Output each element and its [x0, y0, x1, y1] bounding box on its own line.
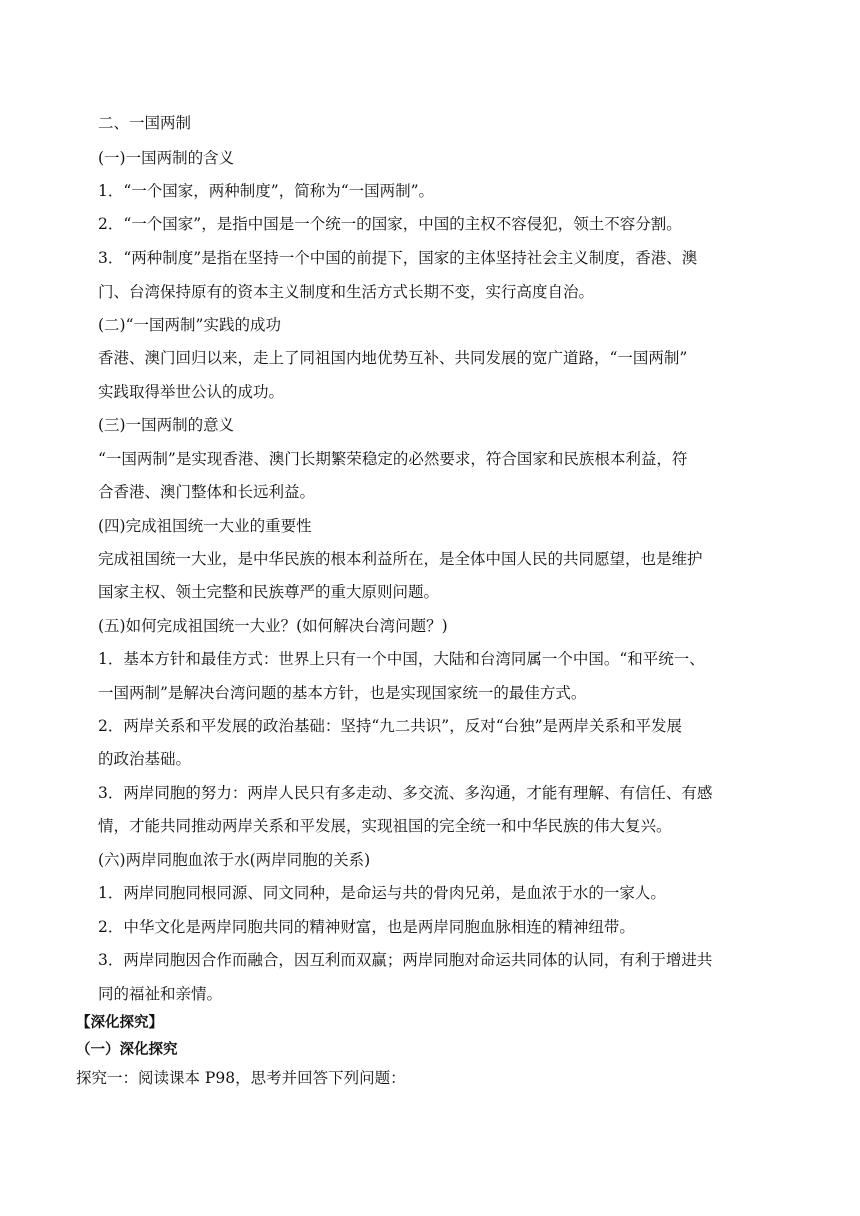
subsection-heading-1: (一)一国两制的含义 — [98, 149, 235, 167]
paragraph-line: 1．两岸同胞同根同源、同文同种，是命运与共的骨肉兄弟，是血浓于水的一家人。 — [98, 884, 666, 902]
paragraph-line: 香港、澳门回归以来，走上了同祖国内地优势互补、共同发展的宽广道路，“一国两制” — [98, 349, 688, 367]
deepen-title: 【深化探究】 — [76, 1014, 163, 1031]
paragraph-line: 3．“两种制度”是指在坚持一个中国的前提下，国家的主体坚持社会主义制度，香港、澳 — [98, 249, 698, 267]
subsection-heading-2: (二)“一国两制”实践的成功 — [98, 316, 281, 334]
paragraph-line: 2．“一个国家”，是指中国是一个统一的国家，中国的主权不容侵犯，领土不容分割。 — [98, 215, 682, 233]
paragraph-line: “一国两制”是实现香港、澳门长期繁荣稳定的必然要求，符合国家和民族根本利益，符 — [98, 450, 688, 468]
paragraph-line: 2．中华文化是两岸同胞共同的精神财富，也是两岸同胞血脉相连的精神纽带。 — [98, 918, 635, 936]
paragraph-line: 门、台湾保持原有的资本主义制度和生活方式长期不变，实行高度自治。 — [98, 283, 595, 301]
paragraph-line: 2．两岸关系和平发展的政治基础：坚持“九二共识”，反对“台独”是两岸关系和平发展 — [98, 717, 683, 735]
paragraph-line: 情，才能共同推动两岸关系和平发展，实现祖国的完全统一和中华民族的伟大复兴。 — [98, 817, 672, 835]
paragraph-line: 实践取得举世公认的成功。 — [98, 383, 285, 401]
paragraph-line: 完成祖国统一大业，是中华民族的根本利益所在，是全体中国人民的共同愿望，也是维护 — [98, 550, 703, 568]
paragraph-line: 3．两岸同胞的努力：两岸人民只有多走动、多交流、多沟通，才能有理解、有信任、有感 — [98, 784, 713, 802]
paragraph-line: 合香港、澳门整体和长远利益。 — [98, 483, 316, 501]
paragraph-line: 一国两制”是解决台湾问题的基本方针，也是实现国家统一的最佳方式。 — [98, 684, 587, 702]
paragraph-line: 同的福祉和亲情。 — [98, 985, 223, 1003]
section-title: 二、一国两制 — [98, 114, 192, 132]
paragraph-line: 的政治基础。 — [98, 750, 192, 768]
paragraph-line: 1．“一个国家，两种制度”，简称为“一国两制”。 — [98, 182, 435, 200]
paragraph-line: 3．两岸同胞因合作而融合，因互利而双赢；两岸同胞对命运共同体的认同，有利于增进共 — [98, 951, 713, 969]
deepen-subtitle: （一）深化探究 — [76, 1041, 178, 1058]
subsection-heading-4: (四)完成祖国统一大业的重要性 — [98, 517, 312, 535]
subsection-heading-3: (三)一国两制的意义 — [98, 416, 235, 434]
paragraph-line: 国家主权、领土完整和民族尊严的重大原则问题。 — [98, 583, 440, 601]
task-line: 探究一：阅读课本 P98，思考并回答下列问题： — [76, 1069, 406, 1087]
paragraph-line: 1．基本方针和最佳方式：世界上只有一个中国，大陆和台湾同属一个中国。“和平统一、 — [98, 650, 705, 668]
subsection-heading-6: (六)两岸同胞血浓于水(两岸同胞的关系) — [98, 851, 371, 869]
subsection-heading-5: (五)如何完成祖国统一大业？(如何解决台湾问题？) — [98, 617, 448, 635]
